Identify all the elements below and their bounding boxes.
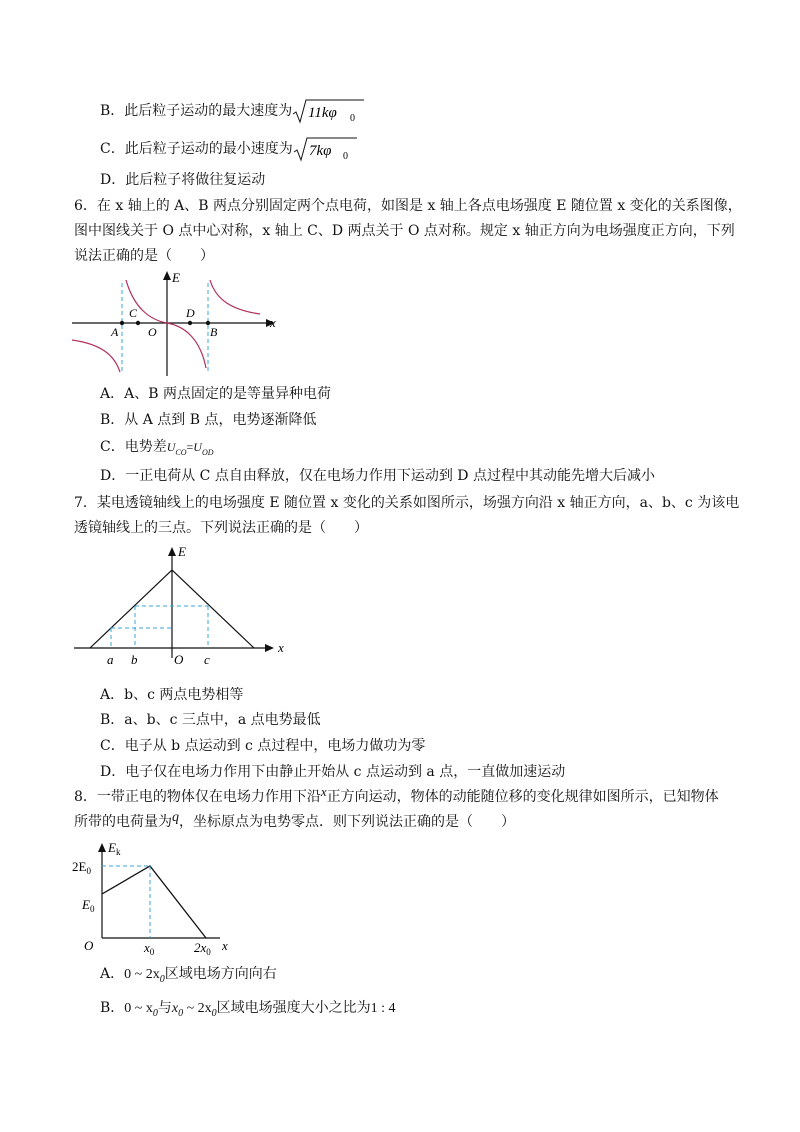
sqrt-expression [292,98,364,124]
e-axis-label: E [172,270,180,285]
q8-option-a: A．0 ~ $2x_0$区域电场方向向右 [100,966,277,985]
q8-stem-line-2: 所带的电荷量为q，坐标原点为电势零点．则下列说法正确的是（ ） [74,810,515,830]
option-d-prev: D．此后粒子将做往复运动 [100,172,266,188]
origin-label: O [148,325,157,339]
point-c-label: C [129,306,138,320]
point-d-label: D [186,306,195,320]
x-tick-2x0: $2x_0$ [194,940,211,956]
q7-option-a: A．b、c 两点电势相等 [100,687,244,703]
svg-text:0: 0 [350,113,356,124]
q8-option-b: B．0 ~ $x_0$与$x_0$ ~ $2x_0$区域电场强度大小之比为1 : 4 [100,1000,396,1019]
q8-stem-line-1: 8．一带正电的物体仅在电场力作用下沿x正方向运动，物体的动能随位移的变化规律如图所示，已知物体 [74,784,719,805]
q7-option-d: D．电子仅在电场力作用下由静止开始从 c 点运动到 a 点，一直做加速运动 [100,764,566,780]
q7-stem-line-1: 7．某电透镜轴线上的电场强度 E 随位置 x 变化的关系如图所示，场强方向沿 x 轴正方向，a、b、c 为该电 [74,495,740,511]
sqrt-expression [293,136,357,162]
q6-figure [70,268,285,382]
origin-label: O [84,938,94,953]
point-b-label: b [131,652,138,667]
x-axis-label: x [222,938,228,953]
y-tick-e0: $E_0$ [82,897,95,914]
q6-stem-line-2: 图中图线关于 O 点中心对称，x 轴上 C、D 两点关于 O 点对称。规定 x 轴正方向为电场强度正方向，下列 [74,223,735,239]
option-c-prev: C．此后粒子运动的最小速度为 7kφ 0 [100,136,357,162]
q7-stem-line-2: 透镜轴线上的三点。下列说法正确的是（ ） [74,520,368,536]
origin-label: O [174,652,184,667]
point-a-label: A [111,325,119,339]
x-axis-label: x [278,640,284,655]
point-b-label: B [210,325,218,339]
q6-option-d: D．一正电荷从 C 点自由释放，仅在电场力作用下运动到 D 点过程中其动能先增大后减小 [100,468,655,484]
ek-axis-label: $E_k$ [108,840,121,857]
q6-option-b: B．从 A 点到 B 点，电势逐渐降低 [100,412,317,428]
q6-option-a: A．A、B 两点固定的是等量异种电荷 [100,386,331,402]
svg-text:11kφ: 11kφ [308,105,338,121]
x-tick-x0: $x_0$ [144,940,155,956]
svg-text:0: 0 [342,151,348,162]
q7-option-b: B．a、b、c 三点中，a 点电势最低 [100,712,321,728]
q7-option-c: C．电子从 b 点运动到 c 点过程中，电场力做功为零 [100,738,426,754]
q8-figure [70,838,250,960]
q7-figure [74,540,294,674]
point-a-label: a [107,652,114,667]
x-axis-label: x [270,315,276,330]
e-axis-label: E [178,544,186,559]
point-c-label: c [204,652,210,667]
q6-option-c: C．电势差$U_{CO}=U_{OD}$ [100,439,214,457]
q6-stem-line-1: 6．在 x 轴上的 A、B 两点分别固定两个点电荷，如图是 x 轴上各点电场强度 E 随位置 x 变化的关系图像， [74,198,742,214]
svg-text:7kφ: 7kφ [308,143,332,159]
option-b-prev: B．此后粒子运动的最大速度为 11kφ 0 [100,98,364,124]
q6-stem-line-3: 说法正确的是（ ） [74,248,214,264]
y-tick-2e0: $2E_0$ [72,859,91,876]
